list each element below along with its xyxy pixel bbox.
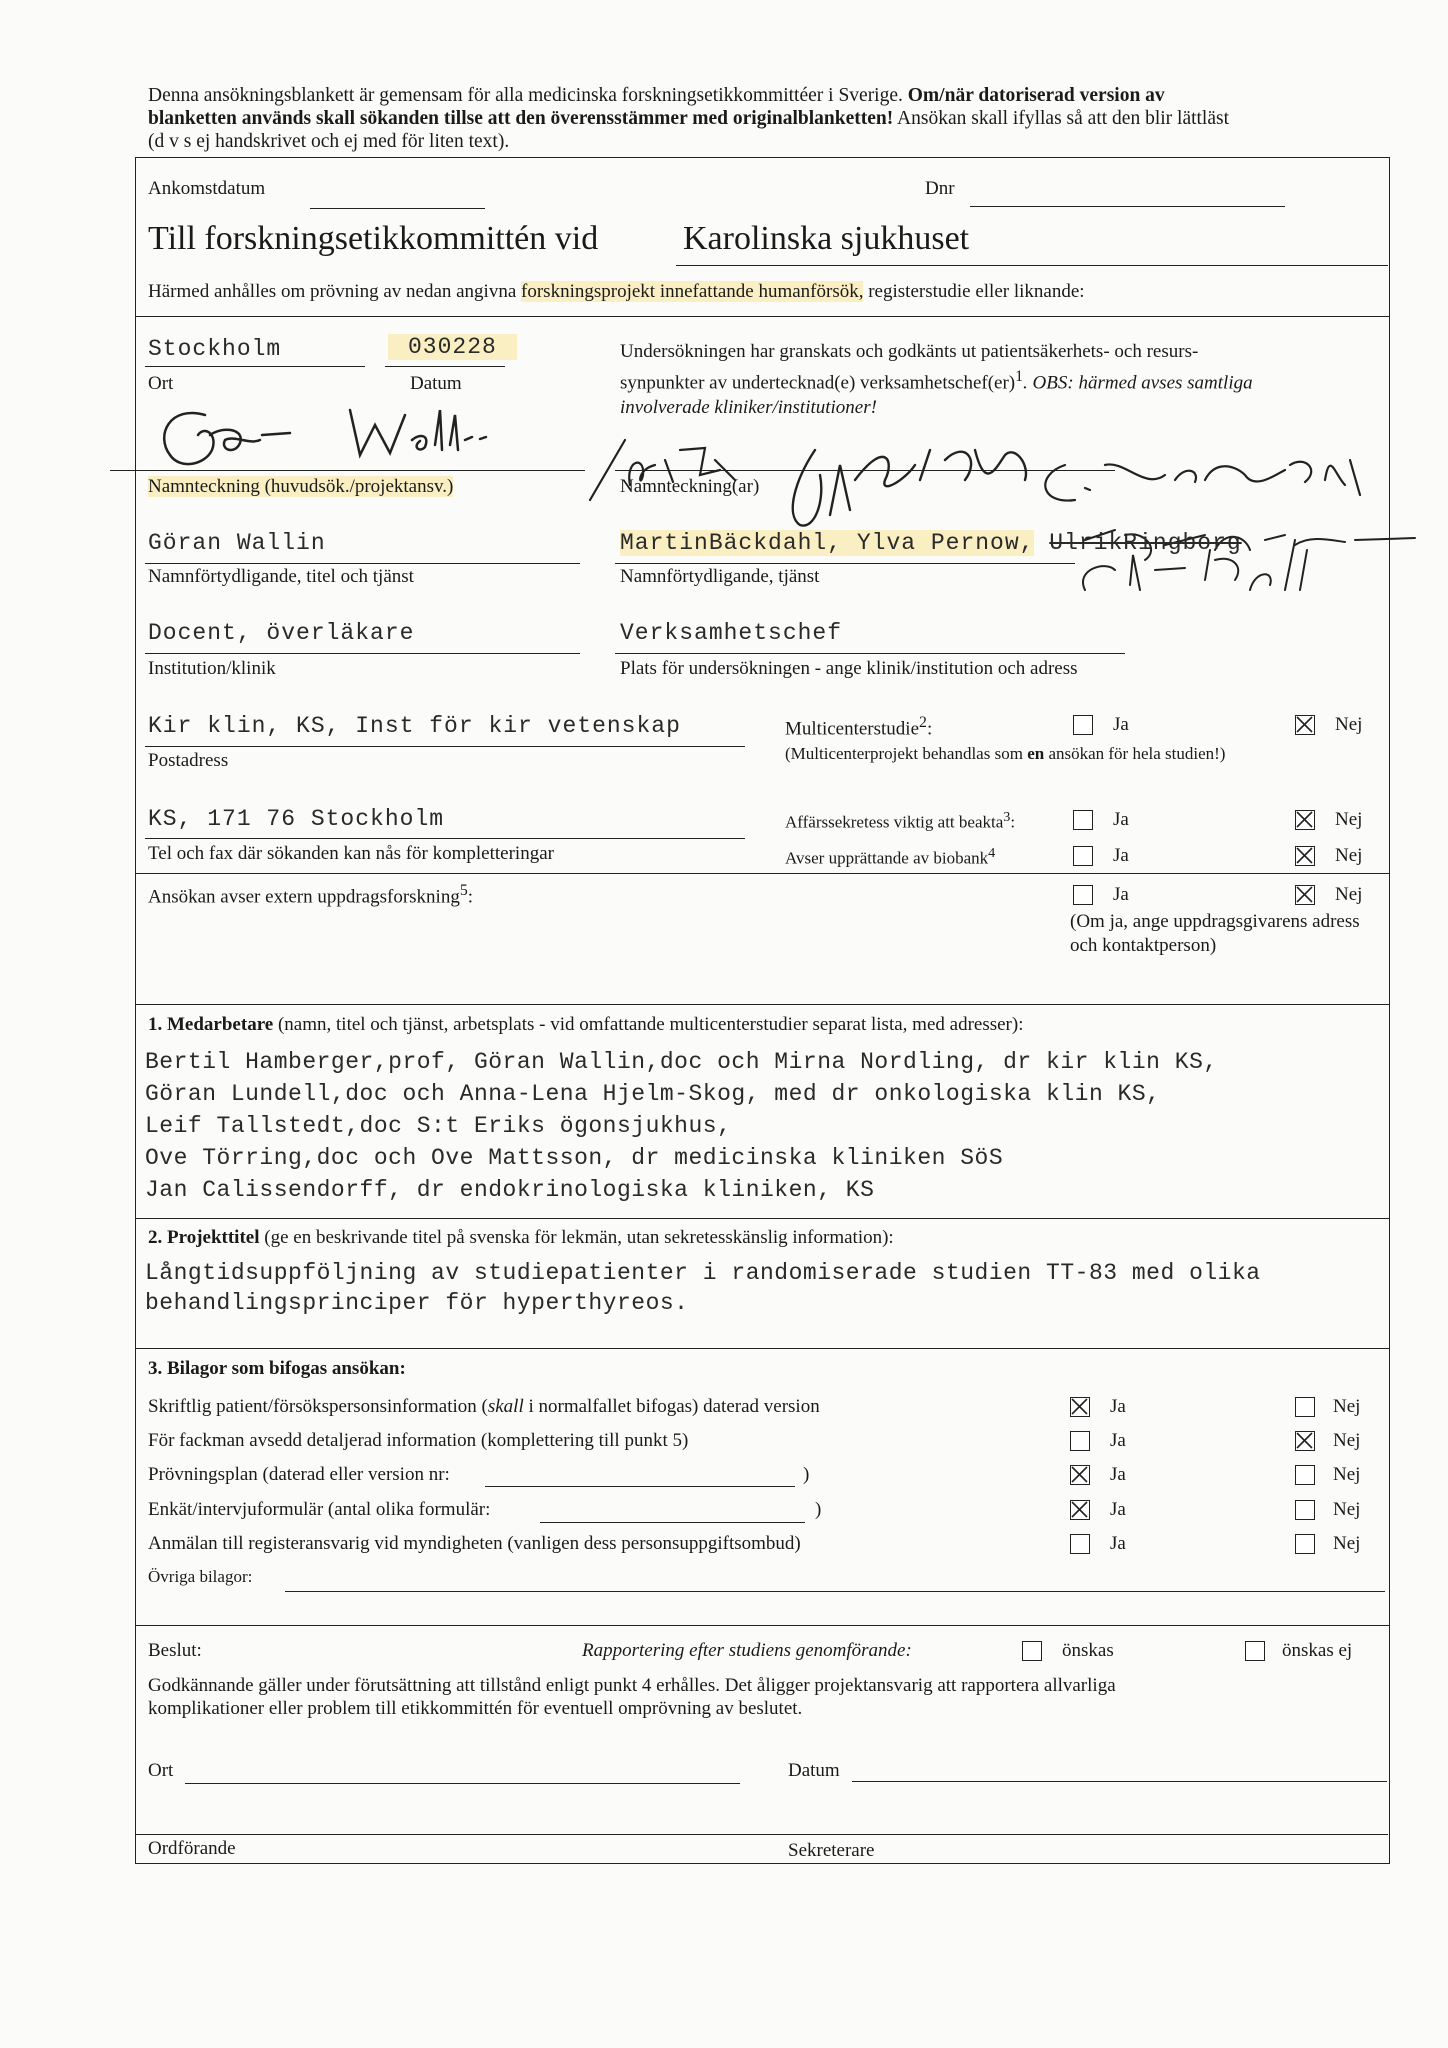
bilaga-nej-label: Nej — [1333, 1533, 1361, 1554]
section3-heading — [148, 1358, 406, 1380]
approver-names[interactable] — [620, 530, 1242, 556]
sekr-line[interactable] — [785, 1834, 1388, 1835]
bilaga-row-label: Prövningsplan (daterad eller version nr: — [148, 1464, 450, 1485]
multicenter-nej-label: Nej — [1335, 714, 1363, 735]
bilaga-ja-label: Ja — [1110, 1499, 1126, 1520]
bilaga-ja-label: Ja — [1110, 1464, 1126, 1485]
request-text-a: Härmed anhålles om prövning av nedan angivna — [148, 281, 517, 302]
section2-title: Projekttitel — [167, 1227, 260, 1248]
bilaga-row-a: För fackman avsedd detaljerad information (komplettering till punkt 5) — [148, 1430, 689, 1451]
beslut-label: Beslut: — [148, 1640, 202, 1661]
multicenter-ja-label: Ja — [1113, 714, 1129, 735]
extern-nej-label: Nej — [1335, 884, 1363, 905]
multicenter-note — [785, 744, 1225, 764]
section1-line: Bertil Hamberger,prof, Göran Wallin,doc och Mirna Nordling, dr kir klin KS, — [145, 1049, 1218, 1075]
ort-value[interactable]: Stockholm — [148, 336, 282, 362]
ort-label: Ort — [148, 373, 174, 394]
role-value[interactable]: Verksamhetschef — [620, 620, 843, 646]
bilaga-nej-checkbox[interactable] — [1295, 1397, 1315, 1417]
name-line — [145, 563, 580, 564]
section2-line: behandlingsprinciper för hyperthyreos. — [145, 1290, 689, 1316]
affar-ja-checkbox[interactable] — [1073, 810, 1093, 830]
beslut-text — [148, 1674, 1378, 1720]
extern-ja-label: Ja — [1113, 884, 1129, 905]
section2-project-title[interactable] — [145, 1258, 1261, 1318]
biobank-sup: 4 — [988, 845, 996, 861]
divider-section3 — [135, 1348, 1390, 1349]
post-line — [145, 838, 745, 839]
section2-desc: (ge en beskrivande titel på svenska för lekmän, utan sekretesskänslig information): — [264, 1227, 894, 1248]
bilaga-ja-checkbox[interactable] — [1070, 1397, 1090, 1417]
bilaga-ja-checkbox[interactable] — [1070, 1500, 1090, 1520]
bilaga-ja-checkbox[interactable] — [1070, 1431, 1090, 1451]
affar-ja-label: Ja — [1113, 809, 1129, 830]
bilaga-nej-checkbox[interactable] — [1295, 1500, 1315, 1520]
approval-text-2 — [620, 364, 1350, 395]
multicenter-note-b: en — [1027, 744, 1045, 763]
bilaga-nej-checkbox[interactable] — [1295, 1465, 1315, 1485]
sekr-label: Sekreterare — [788, 1840, 875, 1861]
approval-text-1: Undersökningen har granskats och godkänts ut patientsäkerhets- och resurs- — [620, 341, 1199, 362]
section1-line: Jan Calissendorff, dr endokrinologiska kliniken, KS — [145, 1177, 875, 1203]
onskas-checkbox[interactable] — [1022, 1641, 1042, 1661]
ordf-label: Ordförande — [148, 1838, 236, 1859]
signature-label-text: Namnteckning (huvudsök./projektansv.) — [148, 476, 454, 497]
section1-title: Medarbetare — [167, 1014, 274, 1035]
signature-label — [148, 476, 453, 498]
beslut-text-1: Godkännande gäller under förutsättning att tillstånd enligt punkt 4 erhålles. Det åligger projektansvarig att rapportera allvarliga — [148, 1675, 1116, 1696]
request-text-b: registerstudie eller liknande: — [868, 281, 1085, 302]
onskas-label: önskas — [1062, 1640, 1114, 1661]
biobank-label-text: Avser upprättande av biobank — [785, 848, 989, 868]
intro-p2: Om/när datoriserad version av blanketten används skall sökanden tillse att den överensstämmer med originalblanketten! — [148, 85, 1165, 129]
institution-label: Institution/klinik — [148, 658, 276, 679]
bilaga-ja-label: Ja — [1110, 1396, 1126, 1417]
section3-title: Bilagor som bifogas ansökan: — [167, 1358, 406, 1379]
name-label: Namnförtydligande, titel och tjänst — [148, 566, 414, 587]
bilaga-row-label: Anmälan till registeransvarig vid myndigheten (vanligen dess personsuppgiftsombud) — [148, 1533, 801, 1554]
beslut-text-2: komplikationer eller problem till etikkommittén för eventuell omprövning av beslutet. — [148, 1698, 803, 1719]
tel-label: Tel och fax där sökanden kan nås för kompletteringar — [148, 843, 554, 864]
ankomst-field[interactable] — [310, 208, 485, 209]
bilaga-ja-checkbox[interactable] — [1070, 1534, 1090, 1554]
section1-line: Ove Törring,doc och Ove Mattsson, dr medicinska kliniken SöS — [145, 1145, 1004, 1171]
bilaga-row-close: ) — [803, 1464, 810, 1485]
request-text — [148, 281, 1085, 303]
intro-p3: Ansökan skall ifyllas så att den blir lättläst (d v s ej handskrivet och ej med för liten text). — [148, 108, 1230, 152]
multicenter-label-text: Multicenterstudie — [785, 718, 920, 740]
affar-nej-checkbox[interactable] — [1295, 810, 1315, 830]
address-value[interactable]: Kir klin, KS, Inst för kir vetenskap — [148, 713, 681, 739]
biobank-nej-label: Nej — [1335, 845, 1363, 866]
approval-text-3: involverade kliniker/institutioner! — [620, 397, 877, 419]
multicenter-sup: 2 — [919, 714, 927, 731]
bilaga-row-b: i normalfallet bifogas) daterad version — [523, 1396, 820, 1417]
approval-text — [620, 339, 1350, 420]
bilaga-nej-label: Nej — [1333, 1464, 1361, 1485]
bilaga-row-close: ) — [815, 1499, 822, 1520]
bilaga-nej-label: Nej — [1333, 1430, 1361, 1451]
datum-label: Datum — [410, 373, 462, 394]
request-text-highlight: forskningsprojekt innefattande humanförsök, — [521, 281, 864, 302]
approval-sup: 1 — [1015, 368, 1024, 385]
biobank-nej-checkbox[interactable] — [1295, 846, 1315, 866]
divider-tel — [135, 873, 1390, 874]
dnr-field[interactable] — [970, 206, 1285, 207]
bilaga-antal-field[interactable] — [540, 1522, 805, 1523]
title-value[interactable]: Docent, överläkare — [148, 620, 415, 646]
bilaga-row-label — [148, 1430, 688, 1452]
divider-section2 — [135, 1218, 1390, 1219]
onskas-ej-checkbox[interactable] — [1245, 1641, 1265, 1661]
affar-label: Affärssekretess viktig att beakta$^3$: — [785, 809, 1016, 832]
bilaga-ja-label: Ja — [1110, 1533, 1126, 1554]
extern-ja-checkbox[interactable] — [1073, 885, 1093, 905]
intro-text — [148, 84, 1238, 153]
ankomst-label: Ankomstdatum — [148, 178, 266, 199]
approver-signature-label: Namnteckning(ar) — [620, 476, 760, 497]
extern-nej-checkbox[interactable] — [1295, 885, 1315, 905]
bilaga-nej-label: Nej — [1333, 1499, 1361, 1520]
approver-names-line — [615, 563, 1075, 564]
section2-line: Långtidsuppföljning av studiepatienter i randomiserade studien TT-83 med olika — [145, 1260, 1261, 1286]
biobank-ja-checkbox[interactable] — [1073, 846, 1093, 866]
biobank-ja-label: Ja — [1113, 845, 1129, 866]
extern-colon: : — [467, 886, 474, 908]
signature-line — [110, 470, 585, 471]
section2-heading — [148, 1227, 894, 1249]
dnr-label: Dnr — [925, 178, 955, 199]
post-value[interactable]: KS, 171 76 Stockholm — [148, 806, 445, 832]
bilaga-nej-label: Nej — [1333, 1396, 1361, 1417]
beslut-datum-label: Datum — [788, 1760, 840, 1781]
approver-names-label: Namnförtydligande, tjänst — [620, 566, 820, 587]
bilaga-ja-checkbox[interactable] — [1070, 1465, 1090, 1485]
bilaga-row-a: Skriftlig patient/försökspersonsinformation ( — [148, 1396, 488, 1417]
rapport-label: Rapportering efter studiens genomförande: — [582, 1640, 912, 1661]
title-prefix: Till forskningsetikkommittén vid — [148, 220, 599, 257]
section1-line: Göran Lundell,doc och Anna-Lena Hjelm-Skog, med dr onkologiska klin KS, — [145, 1081, 1161, 1107]
title-line — [145, 653, 580, 654]
multicenter-ja-checkbox[interactable] — [1073, 715, 1093, 735]
bilaga-nej-checkbox[interactable] — [1295, 1534, 1315, 1554]
extern-label-text: Ansökan avser extern uppdragsforskning — [148, 886, 460, 908]
section2-num: 2. — [148, 1227, 163, 1248]
divider-header — [135, 316, 1390, 317]
approval-obs: . OBS: härmed avses samtliga — [1023, 372, 1253, 394]
title-place: Karolinska sjukhuset — [683, 220, 970, 257]
multicenter-label: Multicenterstudie$^2$: — [785, 714, 933, 740]
bilaga-version-field[interactable] — [485, 1486, 795, 1487]
place-label: Plats för undersökningen - ange klinik/institution och adress — [620, 658, 1078, 679]
approver-names-struck: UlrikRingborg — [1049, 530, 1242, 556]
beslut-datum-field[interactable] — [852, 1781, 1387, 1782]
multicenter-nej-checkbox[interactable] — [1295, 715, 1315, 735]
address-line — [145, 746, 745, 747]
bilaga-row-label — [148, 1396, 820, 1418]
postadress-label: Postadress — [148, 750, 229, 771]
approver-names-a: MartinBäckdahl, Ylva Pernow, — [620, 530, 1035, 556]
approver-signature-line — [615, 470, 1115, 471]
extern-note: (Om ja, ange uppdragsgivarens adress och kontaktperson) — [1070, 911, 1360, 956]
ovriga-label: Övriga bilagor: — [148, 1567, 253, 1586]
ordf-line[interactable] — [135, 1834, 785, 1835]
section1-heading — [148, 1014, 1023, 1036]
beslut-ort-field[interactable] — [185, 1783, 740, 1784]
biobank-label — [785, 845, 995, 869]
bilaga-ja-label: Ja — [1110, 1430, 1126, 1451]
ovriga-field[interactable] — [285, 1591, 1385, 1592]
affar-label-text: Affärssekretess viktig att beakta — [785, 812, 1004, 832]
approval-text-2a: synpunkter av undertecknad(e) verksamhetschef(er) — [620, 372, 1016, 394]
section1-list[interactable] — [145, 1046, 1218, 1206]
role-line — [615, 653, 1125, 654]
datum-line — [385, 366, 505, 367]
section1-desc: (namn, titel och tjänst, arbetsplats - vid omfattande multicenterstudier separat lista, med adresser): — [277, 1014, 1024, 1035]
onskas-ej-label: önskas ej — [1282, 1640, 1353, 1661]
section1-num: 1. — [148, 1014, 163, 1035]
divider-beslut — [135, 1625, 1390, 1626]
multicenter-note-c: ansökan för hela studien!) — [1048, 744, 1226, 763]
title-place-line — [676, 265, 1388, 266]
affar-nej-label: Nej — [1335, 809, 1363, 830]
section1-line: Leif Tallstedt,doc S:t Eriks ögonsjukhus, — [145, 1113, 732, 1139]
affar-sup: 3 — [1003, 809, 1011, 825]
beslut-ort-label: Ort — [148, 1760, 174, 1781]
form-title — [148, 220, 598, 258]
extern-sup: 5 — [459, 882, 468, 899]
datum-value[interactable]: 030228 — [388, 334, 517, 360]
multicenter-note-a: (Multicenterprojekt behandlas som — [785, 744, 1023, 763]
section3-num: 3. — [148, 1358, 163, 1379]
name-value[interactable]: Göran Wallin — [148, 530, 326, 556]
intro-p1: Denna ansökningsblankett är gemensam för alla medicinska forskningsetikkommittéer i Sverige. — [148, 85, 903, 106]
bilaga-row-i: skall — [487, 1396, 524, 1417]
extern-label — [148, 882, 473, 908]
divider-section1 — [135, 1004, 1390, 1005]
bilaga-nej-checkbox[interactable] — [1295, 1431, 1315, 1451]
ort-line — [145, 366, 365, 367]
bilaga-row-label: Enkät/intervjuformulär (antal olika formulär: — [148, 1499, 491, 1520]
